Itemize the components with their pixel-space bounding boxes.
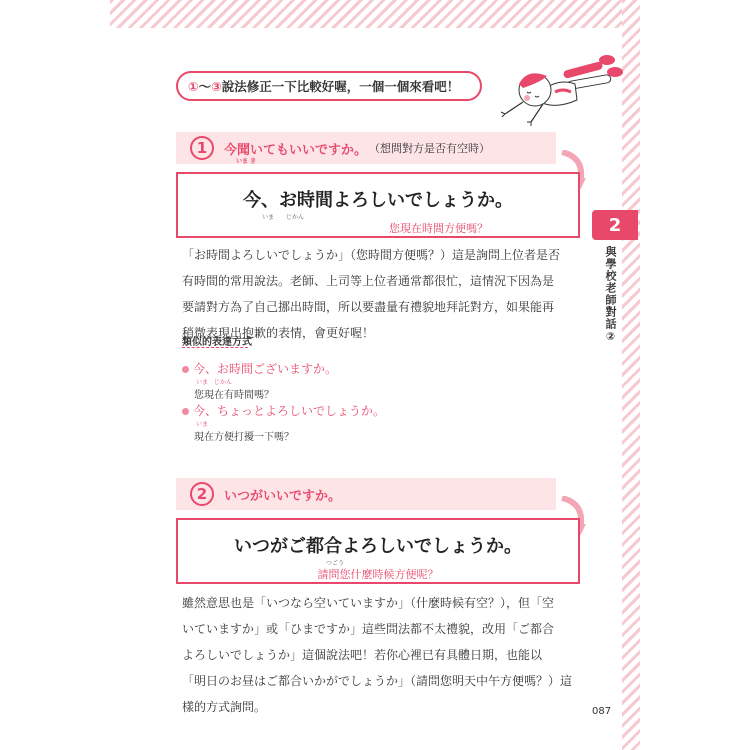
similar-zh: 您現在有時間嗎？ (194, 390, 274, 401)
decorative-stripe-top (110, 0, 640, 28)
section1-body-line: 有時間的常用說法。老師、上司等上位者通常都很忙，這情況下因為是 (182, 274, 555, 288)
chapter-number-tab: 2 (592, 210, 638, 240)
divider (182, 347, 248, 348)
section1-heading-zh: （想問對方是否有空時） (369, 142, 491, 155)
bullet-icon (182, 366, 189, 373)
section2-body-line: 雖然意思也是「いつなら空いていますか」（什麼時候有空？），但「空 (182, 596, 555, 610)
section1-heading-jp: 今聞いてもいいですか。 (224, 142, 368, 158)
section1-phrase-zh: 您現在時間方便嗎？ (389, 222, 488, 235)
section2-phrase-jp: いつがご都合よろしいでしょうか。 (234, 536, 522, 557)
section2-header (176, 478, 556, 510)
section1-body-line: 「お時間よろしいでしょうか」（您時間方便嗎？）這是詢問上位者是否 (182, 248, 561, 262)
similar-ruby: いま (196, 421, 209, 428)
section2-number: 2 (190, 482, 214, 506)
section2-body-line: 樣的方式詢問。 (182, 700, 267, 714)
similar-jp: 今、ちょっとよろしいでしょうか。 (193, 404, 386, 418)
intro-banner (176, 71, 482, 101)
section2-body-line: よろしいでしょうか」這個說法吧！若你心裡已有具體日期，也能以 (182, 648, 543, 662)
similar-jp: 今、お時間ございますか。 (193, 362, 338, 376)
similar-expression-item (182, 402, 385, 443)
section1-body-line: 要請對方為了自己挪出時間，所以要盡量有禮貌地拜託對方，如果能再 (182, 300, 555, 314)
similar-expression-item (182, 360, 337, 401)
section1-header (176, 132, 556, 164)
section2-heading-jp: いつがいいですか。 (224, 488, 342, 504)
similar-expressions-title: 類似的表達方式 (182, 337, 252, 348)
girl-character-illustration (497, 52, 627, 132)
section1-phrase-ruby: いま じかん (262, 214, 305, 221)
chapter-title: 與學校老師對話② (604, 246, 617, 344)
section1-body (182, 242, 580, 346)
intro-range: ～ (198, 79, 212, 94)
section2-body-line: 「明日のお昼はご都合いかがでしょうか」（請問您明天中午方便嗎？）這 (182, 674, 573, 688)
section2-body (182, 590, 580, 720)
section1-phrase-jp: 今、お時間よろしいでしょうか。 (243, 190, 513, 211)
page-number: 087 (592, 706, 612, 717)
similar-ruby: いま じかん (196, 379, 233, 386)
bullet-icon (182, 408, 189, 415)
section1-phrase-box (176, 172, 580, 238)
similar-zh: 現在方便打擾一下嗎？ (194, 432, 294, 443)
intro-num-start: ① (188, 78, 199, 94)
section2-phrase-ruby: つごう (326, 560, 345, 567)
intro-text: 說法修正一下比較好喔，一個一個來看吧！ (221, 79, 460, 94)
section2-body-line: いていますか」或「ひまですか」這些問法都不太禮貌，改用「ご都合 (182, 622, 555, 636)
section2-phrase-box (176, 518, 580, 584)
intro-num-end: ③ (211, 78, 222, 94)
section1-body-line: 稍微表現出抱歉的表情，會更好喔！ (182, 326, 375, 340)
section2-phrase-zh: 請問您什麼時候方便呢？ (317, 568, 439, 581)
section1-heading-ruby: いま き (236, 157, 257, 165)
section1-number: 1 (190, 136, 214, 160)
